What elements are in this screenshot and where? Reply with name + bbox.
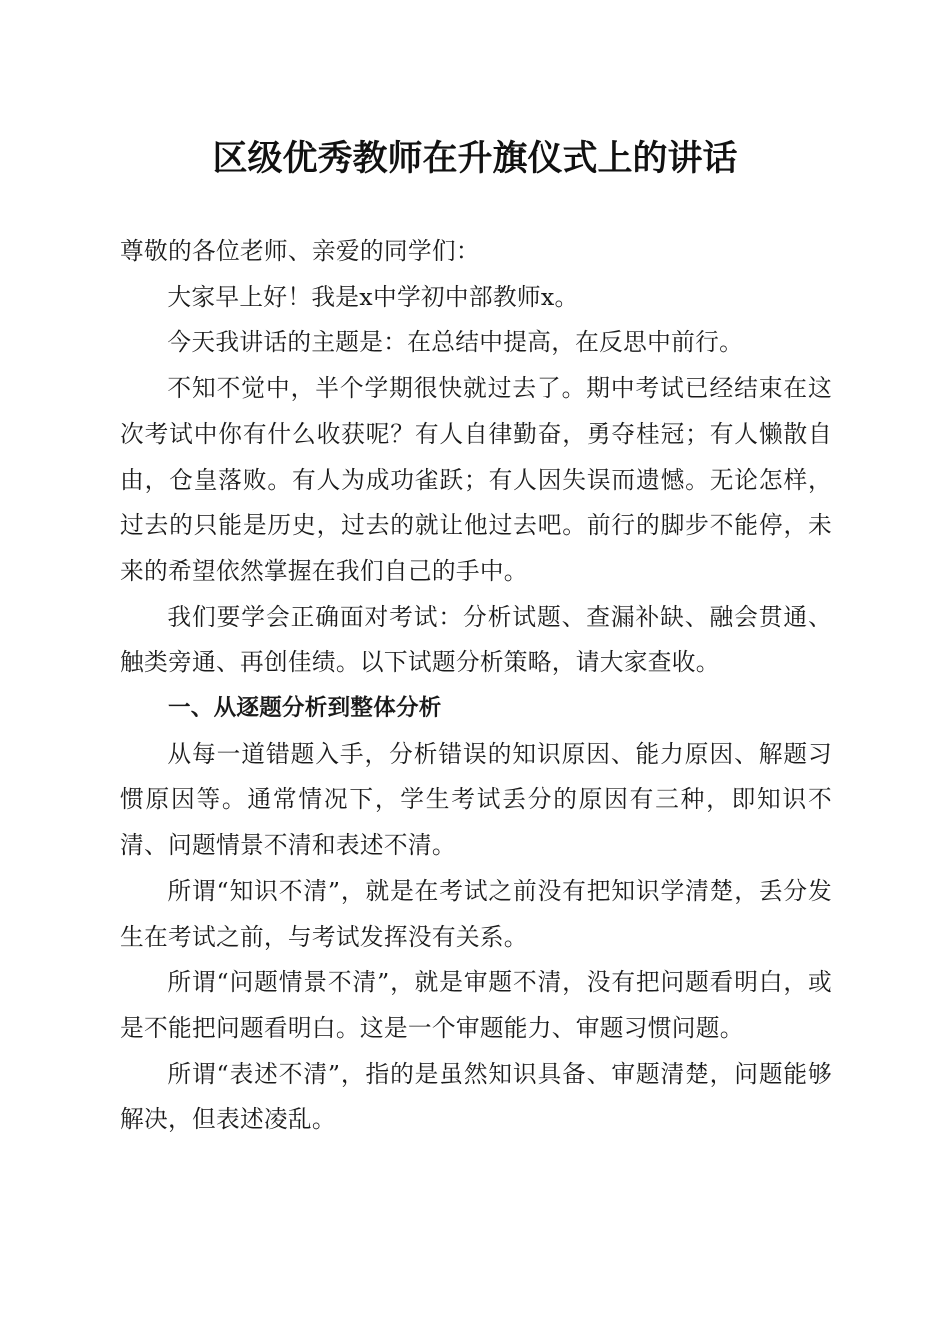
document-title: 区级优秀教师在升旗仪式上的讲话 <box>212 138 738 179</box>
paragraph-knowledge-unclear: 所谓“知识不清”，就是在考试之前没有把知识学清楚，丢分发生在考试之前，与考试发挥没有关系。 <box>120 876 832 951</box>
paragraph-expression-unclear: 所谓“表述不清”，指的是虽然知识具备、审题清楚，问题能够解决，但表述凌乱。 <box>120 1059 832 1134</box>
salutation: 尊敬的各位老师、亲爱的同学们： <box>120 237 480 265</box>
paragraph-theme: 今天我讲话的主题是：在总结中提高，在反思中前行。 <box>167 328 744 357</box>
paragraph-scenario-unclear: 所谓“问题情景不清”，就是审题不清，没有把问题看明白，或是不能把问题看明白。这是一个审题能力、审题习惯问题。 <box>120 968 832 1042</box>
section-heading: 一、从逐题分析到整体分析 <box>168 695 442 722</box>
paragraph-greeting: 大家早上好！我是x中学初中部教师x。 <box>167 282 579 311</box>
paragraph-strategy: 我们要学会正确面对考试：分析试题、查漏补缺、融会贯通、触类旁通、再创佳绩。以下试题分析策略，请大家查收。 <box>120 602 832 677</box>
paragraph-midterm: 不知不觉中，半个学期很快就过去了。期中考试已经结束在这次考试中你有什么收获呢？有人自律勤奋，勇夺桂冠；有人懒散自由，仓皇落败。有人为成功雀跃；有人因失误而遗憾。无论怎样，过去的只能是历史，过去的就让他过去吧。前行的脚步不能停，未来的希望依然掌握在我们自己的手中。 <box>120 374 832 585</box>
paragraph-analysis: 从每一道错题入手，分析错误的知识原因、能力原因、解题习惯原因等。通常情况下，学生考试丢分的原因有三种，即知识不清、问题情景不清和表述不清。 <box>120 739 832 860</box>
document-body <box>120 229 832 1143</box>
